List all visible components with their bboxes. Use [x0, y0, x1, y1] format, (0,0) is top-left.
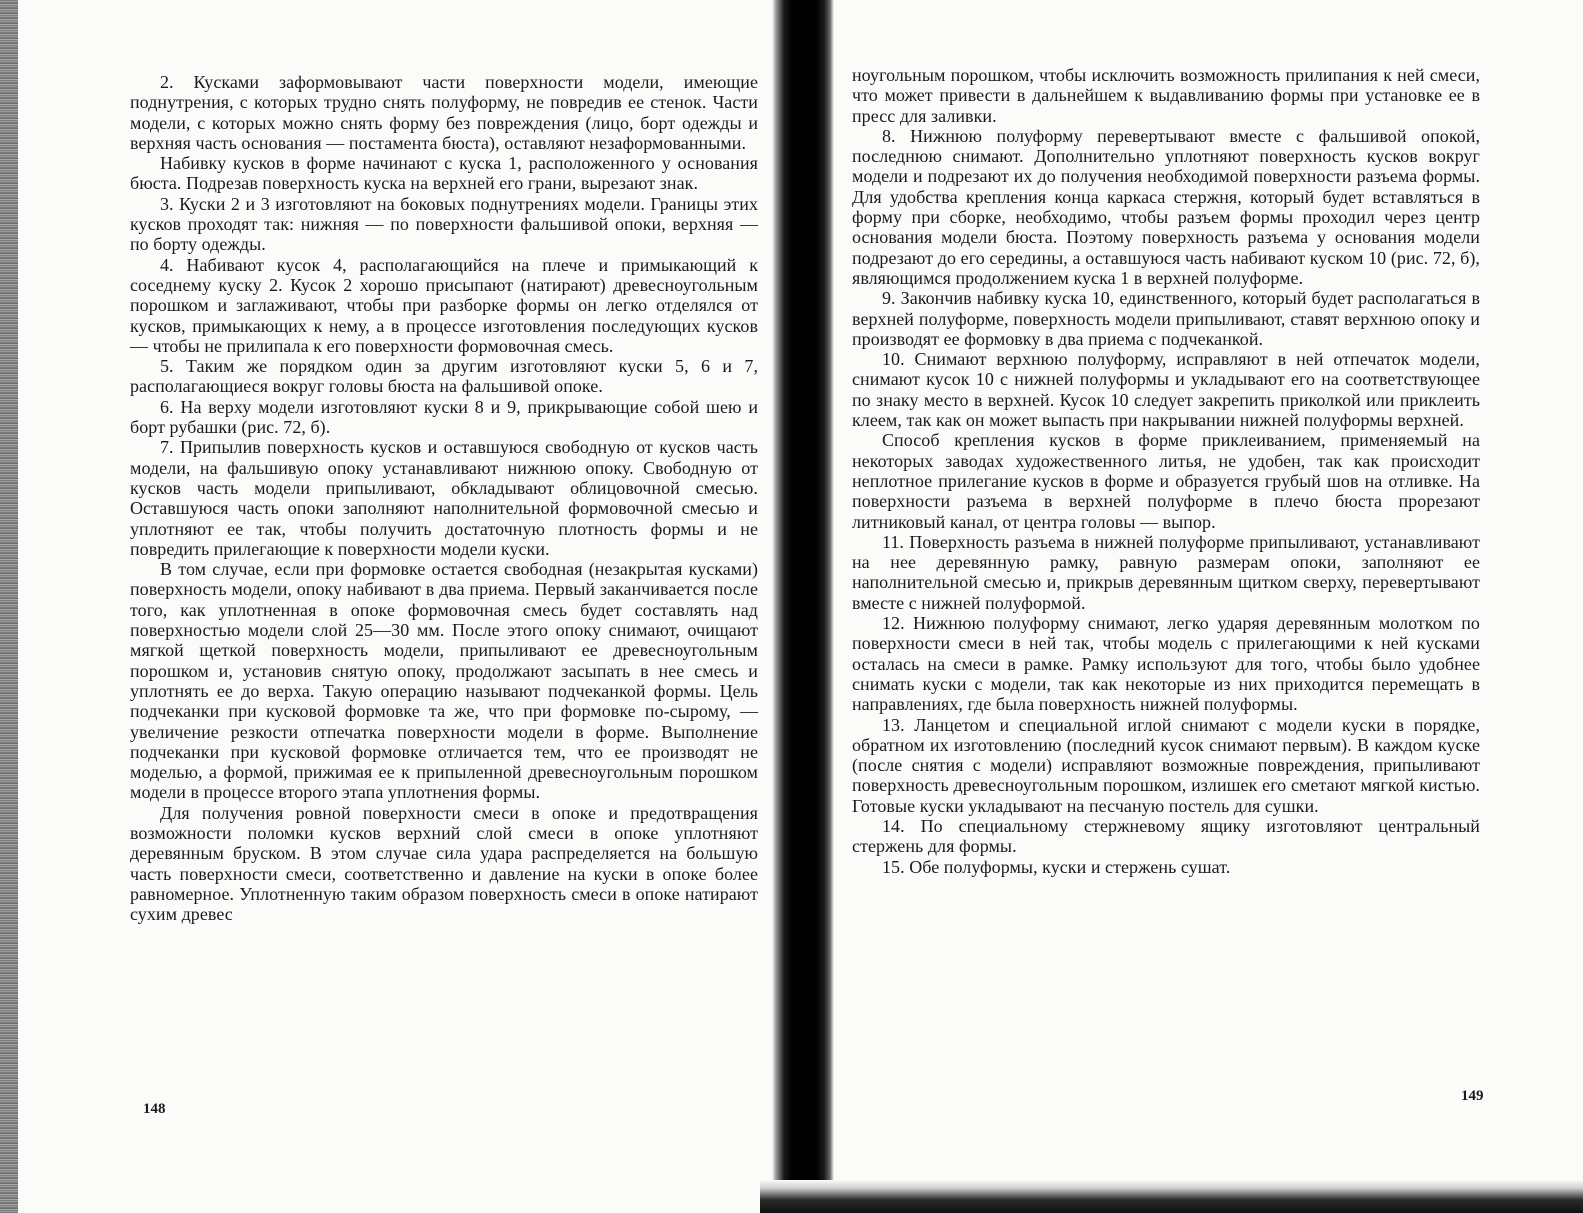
- left-paragraph-7: 7. Припылив поверхность кусков и оставшуюся свободную от кусков часть модели, на фальшивую опоку устанавливают нижнюю опоку. Свободную от кусков часть модели припыливают, обкладывают облицовочной смесью. Оставшуюся часть опоки заполняют наполнительной формовочной смесью и уплотняют ее так, чтобы получить достаточную плотность формы и не повредить прилегающие к поверхности модели куски.: [130, 437, 758, 559]
- left-page-text: [130, 72, 758, 924]
- right-paragraph-10: 15. Обе полуформы, куски и стержень сушат.: [882, 856, 1231, 877]
- left-paragraph-2: Набивку кусков в форме начинают с куска 1, расположенного у основания бюста. Подрезав поверхность куска на верхней его грани, вырезают знак.: [130, 153, 758, 194]
- left-paragraph-9: Для получения ровной поверхности смеси в опоке и предотвращения возможности поломки кусков верхний слой смеси в опоке уплотняют деревянным бруском. В этом случае сила удара распределяется на большую часть поверхности смеси, соответственно и давление на куски в опоке более равномерное. Уплотненную таким образом поверхность смеси в опоке натирают сухим древес: [130, 802, 758, 925]
- left-paragraph-6: 6. На верху модели изготовляют куски 8 и 9, прикрывающие собой шею и борт рубашки (рис. 72, б).: [130, 396, 758, 438]
- right-paragraph-4: 10. Снимают верхнюю полуформу, исправляют в ней отпечаток модели, снимают кусок 10 с нижней полуформы и укладывают его на соответствующее по знаку место в верхней. Кусок 10 следует закрепить приколкой или приклеить клеем, так как он может выпасть при накрывании нижней полуформы верхней.: [852, 349, 1480, 431]
- right-paragraph-7: 12. Нижнюю полуформу снимают, легко ударяя деревянным молотком по поверхности смеси в ней так, чтобы модель с прилегающими к ней кусками осталась на смеси в рамке. Рамку используют для того, чтобы было удобнее снимать куски с модели, так как некоторые из них приходится перемещать в направлениях, где была поверхность нижней полуформы.: [852, 613, 1480, 715]
- left-paragraph-3: 3. Куски 2 и 3 изготовляют на боковых поднутрениях модели. Границы этих кусков проходят так: нижняя — по поверхности фальшивой опоки, верхняя — по борту одежды.: [130, 193, 758, 255]
- right-paragraph-8: 13. Ланцетом и специальной иглой снимают с модели куски в порядке, обратном их изготовлению (последний кусок снимают первым). В каждом куске (после снятия с модели) исправляют возможные повреждения, припыливают поверхность древесноугольным порошком, излишек его сметают мягкой кистью. Готовые куски укладывают на песчаную постель для сушки.: [852, 714, 1480, 816]
- bottom-page-shadow: [760, 1180, 1583, 1213]
- left-paragraph-8: В том случае, если при формовке остается свободная (незакрытая кусками) поверхность модели, опоку набивают в два приема. Первый заканчивается после того, как уплотненная в опоке формовочная смесь будет составлять над поверхностью модели слой 25—30 мм. После этого опоку снимают, очищают мягкой щеткой поверхность модели, припыливают ее древесноугольным порошком и, установив снятую опоку, продолжают засыпать в нее смесь и уплотнять ее до верха. Такую операцию называют подчеканкой формы. Цель подчеканки при кусковой формовке та же, что при формовке по-сырому, — увеличение резкости отпечатка поверхности модели в форме. Выполнение подчеканки при кусковой формовке отличается тем, что ее производят не моделью, а формой, прижимая ее к припыленной древесноугольным порошком модели в процессе второго этапа уплотнения формы.: [130, 559, 758, 803]
- right-paragraph-1: ноугольным порошком, чтобы исключить возможность прилипания к ней смеси, что может привести в дальнейшем к выдавливанию формы при установке ее в пресс для заливки.: [852, 65, 1480, 126]
- right-paragraph-5: Способ крепления кусков в форме приклеиванием, применяемый на некоторых заводах художественного литья, не удобен, так как происходит неплотное прилегание кусков в форме и образуется грубый шов на отливке. На поверхности разъема в верхней полуформе в плечо бюста прорезают литниковый канал, от центра головы — выпор.: [852, 430, 1480, 532]
- left-paragraph-1: 2. Кусками заформовывают части поверхности модели, имеющие поднутрения, с которых трудно снять полуформу, не повредив ее стенок. Части модели, с которых можно снять форму без повреждения (лицо, борт одежды и верхняя часть основания — постамента бюста), оставляют незаформованными.: [130, 72, 758, 153]
- right-paragraph-9: 14. По специальному стержневому ящику изготовляют центральный стержень для формы.: [852, 815, 1480, 857]
- left-paragraph-4: 4. Набивают кусок 4, располагающийся на плече и примыкающий к соседнему куску 2. Кусок 2 хорошо присыпают (натирают) древесноугольным порошком и заглаживают, чтобы при разборке формы он легко отделялся от кусков, примыкающих к нему, а в процессе изготовления последующих кусков — чтобы не прилипала к его поверхности формовочная смесь.: [130, 254, 758, 356]
- right-paragraph-3: 9. Закончив набивку куска 10, единственного, который будет располагаться в верхней полуформе, поверхность модели припыливают, ставят верхнюю опоку и производят ее формовку в два приема с подчеканкой.: [852, 288, 1480, 349]
- right-page-number: 149: [1461, 1088, 1484, 1104]
- left-paragraph-5: 5. Таким же порядком один за другим изготовляют куски 5, 6 и 7, располагающиеся вокруг головы бюста на фальшивой опоке.: [130, 356, 758, 397]
- right-paragraph-6: 11. Поверхность разъема в нижней полуформе припыливают, устанавливают на нее деревянную рамку, равную размерам опоки, заполняют ее наполнительной смесью и, прикрыв деревянным щитком сверху, перевертывают вместе с нижней полуформой.: [852, 531, 1480, 613]
- left-page-edge: [0, 0, 18, 1213]
- right-page-text: [852, 65, 1480, 877]
- left-page-number: 148: [143, 1101, 166, 1117]
- right-paragraph-2: 8. Нижнюю полуформу перевертывают вместе с фальшивой опокой, последнюю снимают. Дополнительно уплотняют поверхность кусков вокруг модели и подрезают их до получения необходимой поверхности разъема формы. Для удобства крепления конца каркаса стержня, который будет вставляться в форму при сборке, необходимо, чтобы разъем формы проходил через центр основания модели бюста. Поэтому поверхность разъема у основания модели подрезают до его середины, а оставшуюся часть набивают куском 10 (рис. 72, б), являющимся продолжением куска 1 в верхней полуформе.: [852, 125, 1480, 288]
- book-spine-shadow: [772, 0, 834, 1213]
